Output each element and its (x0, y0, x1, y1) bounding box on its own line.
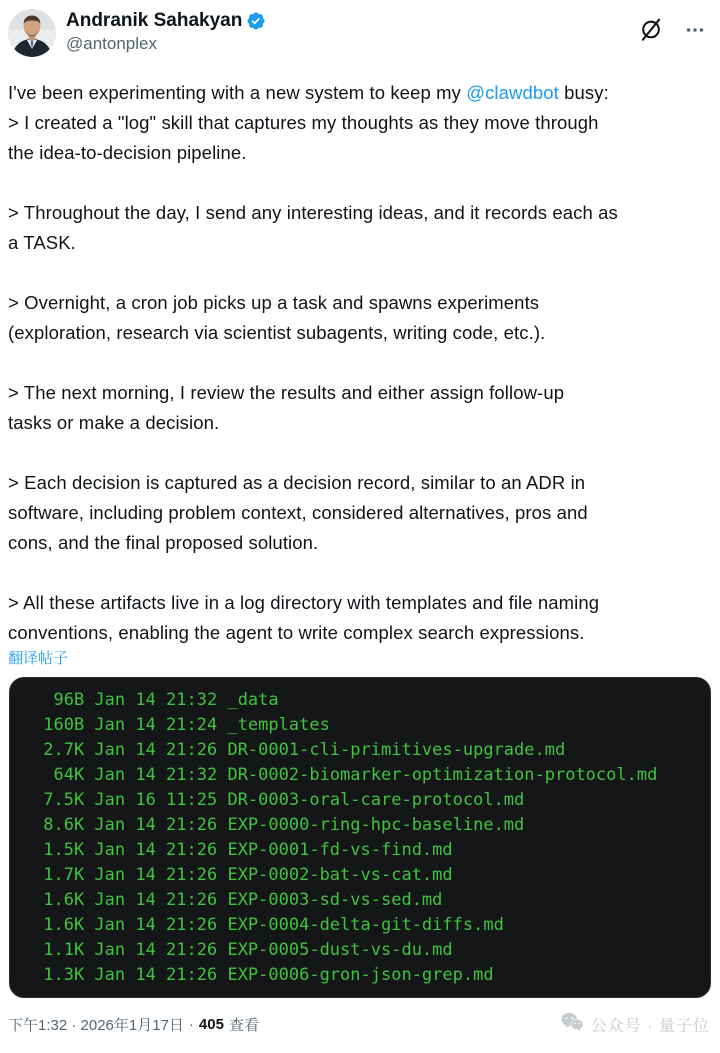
terminal-row: 1.7K Jan 14 21:26 EXP-0002-bat-vs-cat.md (33, 865, 453, 885)
terminal-row: 1.6K Jan 14 21:26 EXP-0003-sd-vs-sed.md (33, 890, 443, 910)
views-count: 405 (198, 1016, 224, 1033)
terminal-row: 1.3K Jan 14 21:26 EXP-0006-gron-json-grep.md (33, 965, 494, 985)
terminal-row: 64K Jan 14 21:32 DR-0002-biomarker-optimization-protocol.md (33, 765, 658, 785)
user-handle[interactable]: @antonplex (66, 34, 157, 53)
post-text-line: cons, and the final proposed solution. (8, 532, 319, 553)
post-text-line: software, including problem context, considered alternatives, pros and (8, 502, 588, 523)
header-actions (638, 9, 706, 43)
wechat-icon (560, 1012, 584, 1037)
tweet-header (0, 0, 720, 57)
post-text-line: (exploration, research via scientist subagents, writing code, etc.). (8, 322, 546, 343)
watermark (560, 1012, 710, 1037)
terminal-row: 2.7K Jan 14 21:26 DR-0001-cli-primitives-upgrade.md (33, 740, 566, 760)
avatar[interactable] (8, 9, 56, 57)
terminal-row: 8.6K Jan 14 21:26 EXP-0000-ring-hpc-baseline.md (33, 815, 525, 835)
post-text-line: > Throughout the day, I send any interesting ideas, and it records each as (8, 202, 618, 223)
post-text-line (8, 348, 712, 378)
verified-badge-icon (246, 11, 266, 31)
terminal-row: 7.5K Jan 16 11:25 DR-0003-oral-care-protocol.md (33, 790, 525, 810)
tweet-text (8, 78, 712, 648)
translate-post-link[interactable]: 翻译帖子 (8, 650, 69, 667)
post-text-line: tasks or make a decision. (8, 412, 220, 433)
post-text-line: > All these artifacts live in a log directory with templates and file naming (8, 592, 600, 613)
watermark-text: 公众号 · 量子位 (590, 1018, 710, 1035)
post-text-line: a TASK. (8, 232, 76, 253)
avatar-image (8, 9, 56, 57)
post-text-line (8, 78, 712, 108)
post-text-line: > The next morning, I review the results and either assign follow-up (8, 382, 565, 403)
views-label: 查看 (228, 1017, 259, 1034)
post-text-line (8, 558, 712, 588)
intro-text-before: I've been experimenting with a new system to keep my (8, 82, 467, 103)
views-analytics-link[interactable] (199, 1014, 259, 1035)
terminal-row: 1.1K Jan 14 21:26 EXP-0005-dust-vs-du.md (33, 940, 453, 960)
timestamp: 下午1:32 · 2026年1月17日 (8, 1017, 184, 1034)
post-text-line: > Overnight, a cron job picks up a task and spawns experiments (8, 292, 540, 313)
mention-link[interactable]: @clawdbot (466, 82, 559, 103)
post-text-line (8, 168, 712, 198)
intro-text-after: busy: (558, 82, 609, 103)
post-text-line: the idea-to-decision pipeline. (8, 142, 247, 163)
post-text-line (8, 438, 712, 468)
post-text-line: > Each decision is captured as a decision record, similar to an ADR in (8, 472, 586, 493)
post-text-line: conventions, enabling the agent to write complex search expressions. (8, 622, 585, 643)
tweet-meta (8, 1014, 259, 1035)
identity-block (66, 9, 638, 55)
terminal-row: 1.6K Jan 14 21:26 EXP-0004-delta-git-diffs.md (33, 915, 504, 935)
more-icon[interactable] (684, 19, 706, 41)
terminal-row: 1.5K Jan 14 21:26 EXP-0001-fd-vs-find.md (33, 840, 453, 860)
post-text-line (8, 258, 712, 288)
meta-separator: · (188, 1016, 194, 1033)
terminal-row: 160B Jan 14 21:24 _templates (33, 715, 330, 735)
terminal-screenshot[interactable] (9, 677, 711, 998)
grok-icon[interactable] (638, 17, 664, 43)
terminal-row: 96B Jan 14 21:32 _data (33, 690, 279, 710)
tweet-footer (8, 1012, 710, 1037)
display-name[interactable]: Andranik Sahakyan (66, 10, 243, 31)
post-text-line: > I created a "log" skill that captures my thoughts as they move through (8, 112, 599, 133)
